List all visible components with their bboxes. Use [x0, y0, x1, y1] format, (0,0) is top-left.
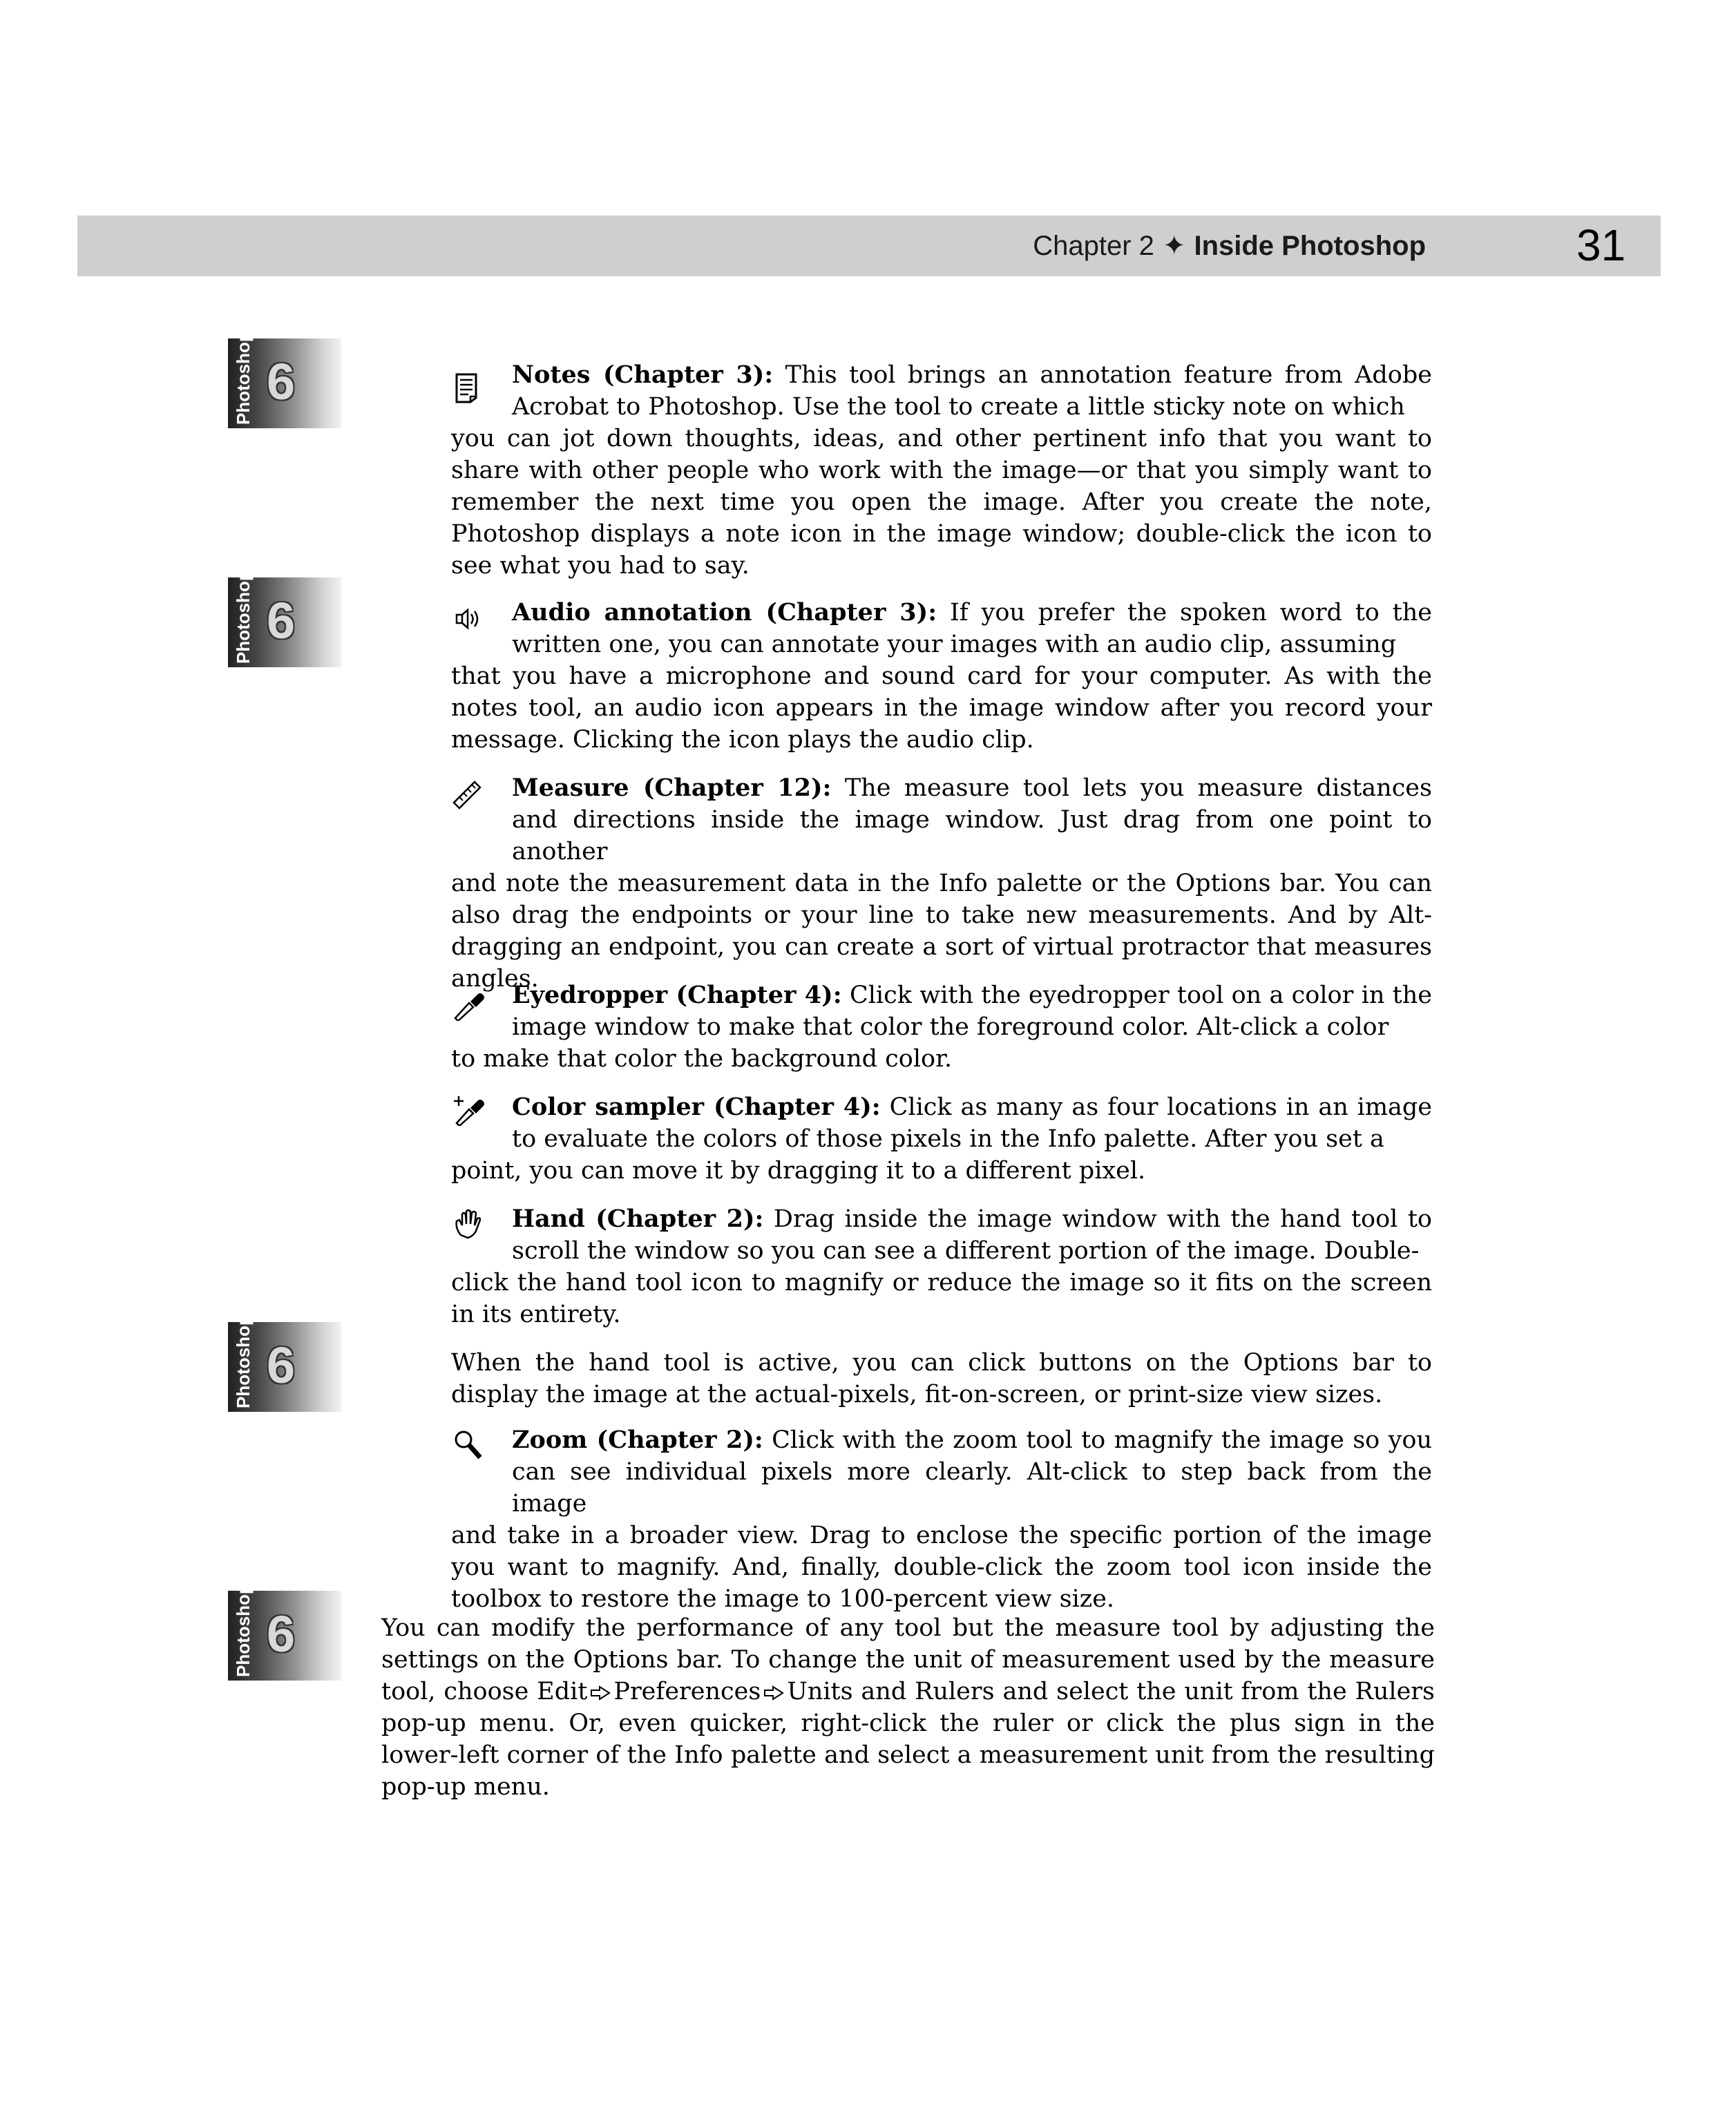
tool-entry-measure: [451, 772, 1432, 995]
badge-number: 6: [267, 353, 296, 410]
hand-tool-note: When the hand tool is active, you can click buttons on the Options bar to display the image at the actual-pixels, fit-on-screen, or print-size view sizes.: [451, 1349, 1432, 1408]
entry-term: Zoom (Chapter 2):: [512, 1426, 763, 1454]
entry-continuation: you can jot down thoughts, ideas, and other pertinent info that you want to share with other people who work with the image—or that you simply want to remember the next time you open the image. After you create the note, Photoshop displays a note icon in the image window; double-click the icon to see what you had to say.: [451, 425, 1432, 580]
entry-continuation: and note the measurement data in the Info palette or the Options bar. You can also drag the endpoints or your line to take new measurements. And by Alt-dragging an endpoint, you can create a sort of virtual protractor that measures angles.: [451, 870, 1432, 993]
tool-entry-hand: [451, 1203, 1432, 1330]
entry-text: If you prefer the spoken word to the written one, you can annotate your images with an audio clip, assuming: [512, 599, 1432, 658]
tool-entry-zoom: [451, 1424, 1432, 1615]
closing-paragraph: [381, 1612, 1435, 1803]
photoshop-6-badge: [228, 1314, 341, 1412]
badge-label: Photoshop: [233, 1314, 254, 1408]
hand-icon: [451, 1207, 487, 1239]
entry-continuation: that you have a microphone and sound card for your computer. As with the notes tool, an audio icon appears in the image window after you record your message. Clicking the icon plays the audio clip.: [451, 662, 1432, 754]
menu-item-units-rulers: Units and Rulers: [787, 1678, 995, 1705]
audio-annotation-icon: [451, 604, 487, 635]
zoom-icon: [451, 1428, 487, 1460]
entry-term: Hand (Chapter 2):: [512, 1205, 764, 1233]
chapter-label: Chapter 2: [1033, 231, 1154, 261]
entry-term: Eyedropper (Chapter 4):: [512, 981, 842, 1009]
photoshop-6-badge: [228, 1583, 341, 1681]
entry-term: Notes (Chapter 3):: [512, 361, 774, 389]
measure-icon: [451, 778, 487, 810]
closing-text: and select the unit from the Rulers pop-up menu. Or, even quicker, right-click the ruler or click the plus sign in the lower-left corner of the Info palette and select a measurement unit from the resulting pop-up menu.: [381, 1678, 1435, 1801]
entry-term: Audio annotation (Chapter 3):: [512, 598, 937, 626]
menu-arrow-icon: [763, 1685, 784, 1701]
color-sampler-icon: [451, 1094, 487, 1126]
notes-icon: [451, 372, 487, 403]
entry-continuation: click the hand tool icon to magnify or reduce the image so it fits on the screen in its entirety.: [451, 1269, 1432, 1328]
entry-text: The measure tool lets you measure distances and directions inside the image window. Just drag from one point to another: [512, 774, 1432, 865]
header-text: [1033, 228, 1426, 264]
entry-term: Measure (Chapter 12):: [512, 774, 832, 802]
photoshop-6-badge: [228, 331, 341, 428]
tool-entry-color-sampler: [451, 1091, 1432, 1187]
badge-label: Photoshop: [233, 331, 254, 425]
entry-text: Click with the zoom tool to magnify the image so you can see individual pixels more clearly. Alt-click to step back from the image: [512, 1426, 1432, 1518]
menu-arrow-icon: [590, 1685, 611, 1701]
tool-entry-notes: [451, 359, 1432, 582]
badge-number: 6: [267, 1605, 296, 1663]
photoshop-6-badge: [228, 570, 341, 667]
entry-text: Click with the eyedropper tool on a color in the image window to make that color the foreground color. Alt-click a color: [512, 982, 1432, 1041]
eyedropper-icon: [451, 989, 487, 1021]
menu-item-preferences: Preferences: [613, 1678, 761, 1705]
badge-number: 6: [267, 592, 296, 649]
entry-continuation: to make that color the background color.: [451, 1045, 953, 1073]
chapter-title: Inside Photoshop: [1194, 231, 1426, 261]
entry-continuation: point, you can move it by dragging it to a different pixel.: [451, 1157, 1146, 1185]
closing-text: You can modify the performance of any tool but the measure tool by adjusting the settings on the Options bar. To change the unit of measurement used by the measure tool, choose Edit: [381, 1614, 1435, 1705]
tool-entry-eyedropper: [451, 979, 1432, 1075]
entry-term: Color sampler (Chapter 4):: [512, 1093, 881, 1121]
page-number: 31: [1576, 220, 1626, 270]
running-header: [77, 216, 1661, 276]
separator-star-icon: ✦: [1162, 231, 1186, 261]
entry-text: This tool brings an annotation feature from Adobe Acrobat to Photoshop. Use the tool to create a little sticky note on which: [512, 361, 1432, 421]
entry-continuation: and take in a broader view. Drag to enclose the specific portion of the image you want to magnify. And, finally, double-click the zoom tool icon inside the toolbox to restore the image to 100-percent view size.: [451, 1522, 1432, 1613]
tool-entry-audio-annotation: [451, 597, 1432, 756]
badge-number: 6: [267, 1337, 296, 1394]
entry-text: Drag inside the image window with the hand tool to scroll the window so you can see a different portion of the image. Double-: [512, 1205, 1432, 1265]
entry-text: Click as many as four locations in an image to evaluate the colors of those pixels in the Info palette. After you set a: [512, 1093, 1433, 1153]
badge-label: Photoshop: [233, 1583, 254, 1677]
badge-label: Photoshop: [233, 570, 254, 664]
